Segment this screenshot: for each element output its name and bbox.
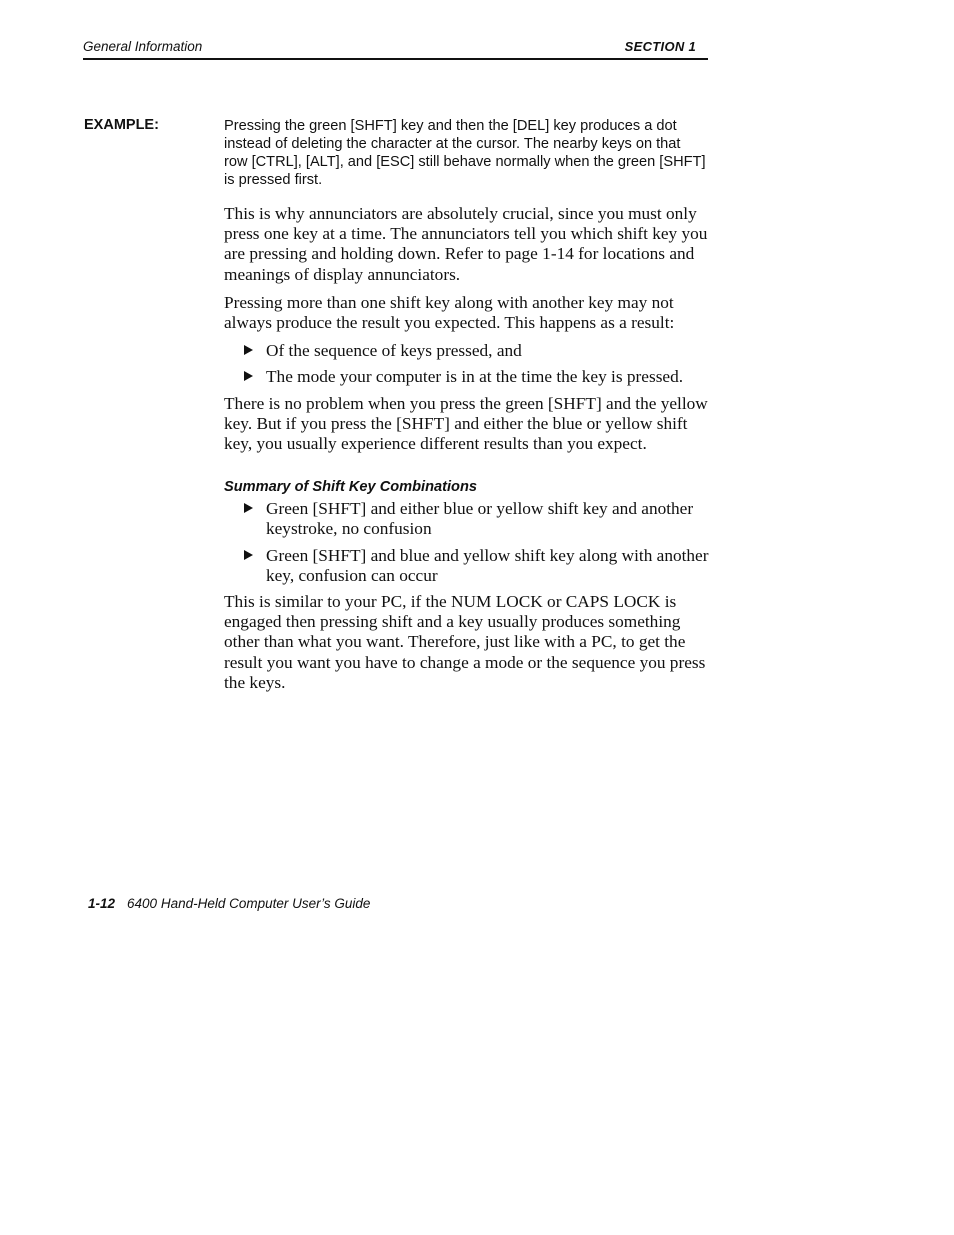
document-title: 6400 Hand-Held Computer User’s Guide: [127, 896, 371, 911]
body-column: [224, 204, 710, 701]
example-label: EXAMPLE:: [84, 117, 159, 133]
list-item: [224, 341, 710, 361]
shift-combinations-list: [224, 499, 710, 586]
page-footer: [88, 896, 370, 911]
subheading: Summary of Shift Key Combinations: [224, 479, 477, 496]
triangle-bullet-icon: [244, 550, 253, 560]
list-item-text: The mode your computer is in at the time the key is pressed.: [266, 367, 684, 387]
list-item-text: Green [SHFT] and either blue or yellow shift key and another keystroke, no confusion: [266, 499, 694, 539]
running-header: [83, 38, 708, 60]
triangle-bullet-icon: [244, 503, 253, 513]
triangle-bullet-icon: [244, 345, 253, 355]
header-section-number: SECTION 1: [624, 39, 696, 54]
result-causes-list: [224, 341, 710, 387]
body-paragraph-4: This is similar to your PC, if the NUM LOCK or CAPS LOCK is engaged then pressing shift and a key usually produces something other than what you want. Therefore, just like with a PC, to get the result you want you have to change a mode or the sequence you press the keys.: [224, 592, 706, 692]
body-paragraph-3: There is no problem when you press the green [SHFT] and the yellow key. But if you press the [SHFT] and either the blue or yellow shift key, you usually experience different results than you expect.: [224, 393, 708, 454]
example-text: Pressing the green [SHFT] key and then the [DEL] key produces a dot instead of deleting the character at the cursor. The nearby keys on that row [CTRL], [ALT], and [ESC] still behave normally when the green [SHFT] is pressed first.: [224, 118, 706, 188]
list-item: [224, 546, 710, 586]
page-number: 1-12: [88, 896, 116, 911]
list-item-text: Of the sequence of keys pressed, and: [266, 341, 522, 361]
triangle-bullet-icon: [244, 371, 253, 381]
header-section-title: General Information: [83, 39, 203, 54]
list-item-text: Green [SHFT] and blue and yellow shift key along with another key, confusion can occur: [266, 545, 709, 585]
list-item: [224, 499, 710, 539]
body-paragraph-2: Pressing more than one shift key along with another key may not always produce the result you expected. This happens as a result:: [224, 292, 675, 333]
body-paragraph-1: This is why annunciators are absolutely crucial, since you must only press one key at a time. The annunciators tell you which shift key you are pressing and holding down. Refer to page 1-14 for locations and meanings of display annunciators.: [224, 204, 708, 284]
list-item: [224, 367, 710, 387]
